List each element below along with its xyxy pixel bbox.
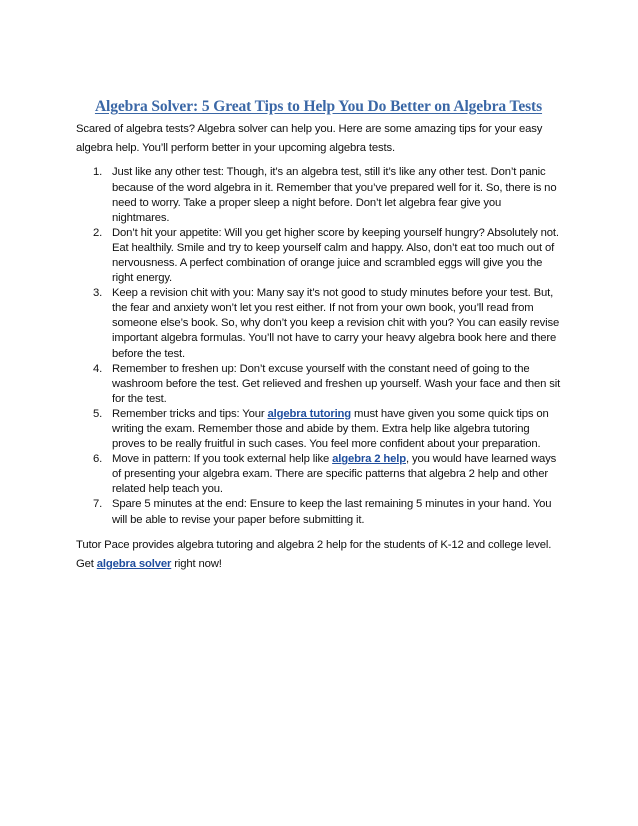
- outro-text-after: right now!: [171, 557, 222, 570]
- algebra-tutoring-link[interactable]: algebra tutoring: [267, 407, 352, 420]
- list-item-text-before: Remember tricks and tips: Your: [112, 407, 268, 420]
- outro-text-before: Tutor Pace provides algebra tutoring and algebra 2 help for the students of K-12 and college level. Get: [76, 538, 552, 570]
- algebra-solver-link[interactable]: algebra solver: [96, 557, 172, 570]
- list-item: [76, 286, 561, 361]
- list-item-text-after: must have given you some quick tips on writing the exam. Remember those and abide by them. Extra help like algebra tutoring proves to be really fruitful in such cases. You feel more confident about your preparation.: [112, 407, 549, 451]
- list-number: 2.: [93, 226, 103, 239]
- list-number: 5.: [93, 407, 103, 420]
- list-item-text-after: , you would have learned ways of presenting your algebra exam. There are specific patterns that algebra 2 help and other related help teach you.: [112, 453, 557, 496]
- list-item: [76, 407, 561, 452]
- list-item: [76, 497, 561, 527]
- list-number: 7.: [93, 498, 103, 511]
- list-item: [76, 362, 561, 407]
- document-title: Algebra Solver: 5 Great Tips to Help You Do Better on Algebra Tests: [94, 98, 543, 115]
- list-item-text: Don’t hit your appetite: Will you get higher score by keeping yourself hungry? Absolutely not. Eat healthily. Smile and try to keep yourself calm and happy. Also, don’t eat too much out of nervousness. A perfect combination of orange juice and scrambled eggs will give you the right energy.: [112, 226, 559, 285]
- list-number: 1.: [93, 166, 103, 179]
- list-item: [76, 165, 561, 225]
- list-number: 3.: [93, 287, 103, 300]
- list-item: [76, 452, 561, 497]
- list-number: 6.: [93, 453, 103, 466]
- list-item-text: Spare 5 minutes at the end: Ensure to keep the last remaining 5 minutes in your hand. You will be able to revise your paper before submitting it.: [112, 498, 552, 526]
- list-item-text: Keep a revision chit with you: Many say it’s not good to study minutes before your test. But, the fear and anxiety won’t let you rest either. If not from your own book, you’ll read from someone else’s book. So, why don’t you keep a revision chit with you? You can easily revise important algebra formulas. You’ll not have to carry your heavy algebra book here and there before the test.: [112, 287, 560, 360]
- list-item-text-before: Move in pattern: If you took external help like: [112, 453, 333, 466]
- list-item: [76, 226, 561, 286]
- tips-list: [76, 165, 561, 527]
- algebra-2-help-link[interactable]: algebra 2 help: [332, 453, 406, 466]
- list-item-text: Remember to freshen up: Don’t excuse yourself with the constant need of going to the washroom before the test. Get relieved and freshen up yourself. Wash your face and then sit for the test.: [112, 362, 561, 405]
- list-item-text: Just like any other test: Though, it’s an algebra test, still it’s like any other test. Don’t panic because of the word algebra in it. Remember that you’ve prepared well for it. So, there is no need to worry. Take a proper sleep a night before. Don’t let algebra fear give you nightmares.: [112, 166, 557, 224]
- intro-paragraph: Scared of algebra tests? Algebra solver can help you. Here are some amazing tips for your easy algebra help. You’ll perform better in your upcoming algebra tests.: [76, 123, 543, 155]
- list-number: 4.: [93, 362, 103, 375]
- document-page: [76, 98, 561, 574]
- outro-paragraph: [76, 536, 561, 574]
